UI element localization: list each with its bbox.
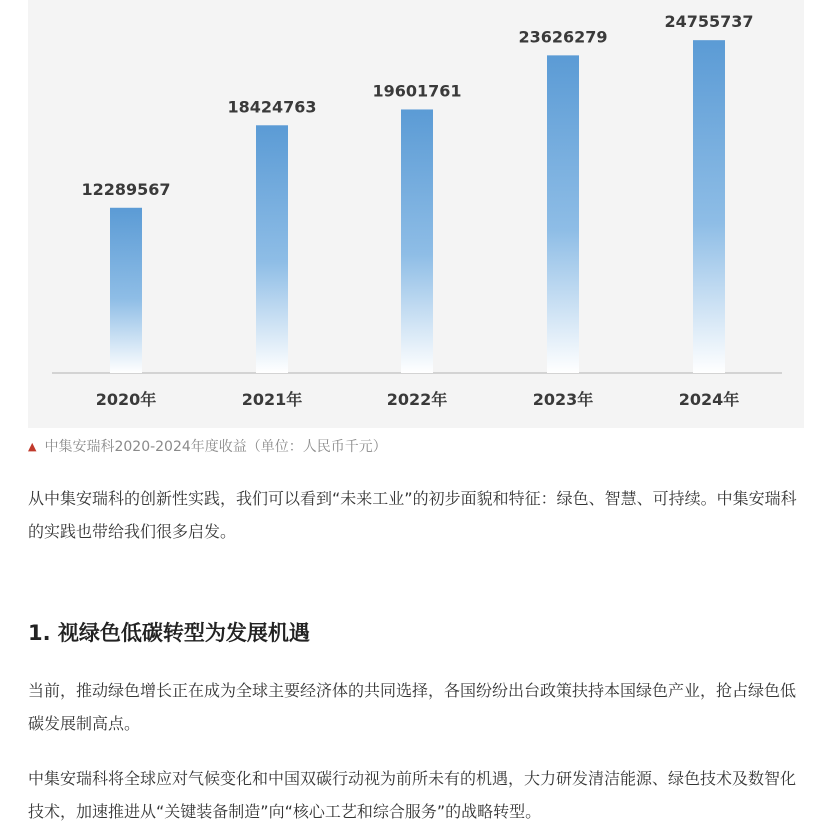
paragraph-context: 当前，推动绿色增长正在成为全球主要经济体的共同选择，各国纷纷出台政策扶持本国绿色产业，抢占绿色低碳发展制高点。 <box>28 681 797 733</box>
x-tick-label: 2022年 <box>386 390 448 409</box>
bar-2020年 <box>110 208 142 373</box>
section-heading: 1. 视绿色低碳转型为发展机遇 <box>28 621 310 645</box>
x-tick-label: 2023年 <box>532 390 594 409</box>
chart-caption <box>28 436 387 456</box>
revenue-bar-chart <box>28 0 804 428</box>
revenue-chart <box>28 0 804 428</box>
data-label: 23626279 <box>518 27 608 47</box>
data-label: 24755737 <box>664 12 754 32</box>
paragraph-strategy: 中集安瑞科将全球应对气候变化和中国双碳行动视为前所未有的机遇，大力研发清洁能源、绿色技术及数智化技术，加速推进从“关键装备制造”向“核心工艺和综合服务”的战略转型。 <box>28 769 797 821</box>
bar-2024年 <box>693 40 725 373</box>
paragraph-intro: 从中集安瑞科的创新性实践，我们可以看到“未来工业”的初步面貌和特征：绿色、智慧、可持续。中集安瑞科的实践也带给我们很多启发。 <box>28 489 797 541</box>
bar-2022年 <box>401 109 433 373</box>
data-label: 12289567 <box>81 179 171 199</box>
data-label: 19601761 <box>372 81 462 101</box>
triangle-marker-icon: ▲ <box>28 440 37 453</box>
caption-text: 中集安瑞科2020-2024年度收益（单位：人民币千元） <box>44 439 387 455</box>
x-tick-label: 2021年 <box>241 390 303 409</box>
bar-2023年 <box>547 55 579 373</box>
x-tick-label: 2020年 <box>95 390 157 409</box>
data-label: 18424763 <box>227 97 317 117</box>
bar-2021年 <box>256 125 288 373</box>
x-tick-label: 2024年 <box>678 390 740 409</box>
